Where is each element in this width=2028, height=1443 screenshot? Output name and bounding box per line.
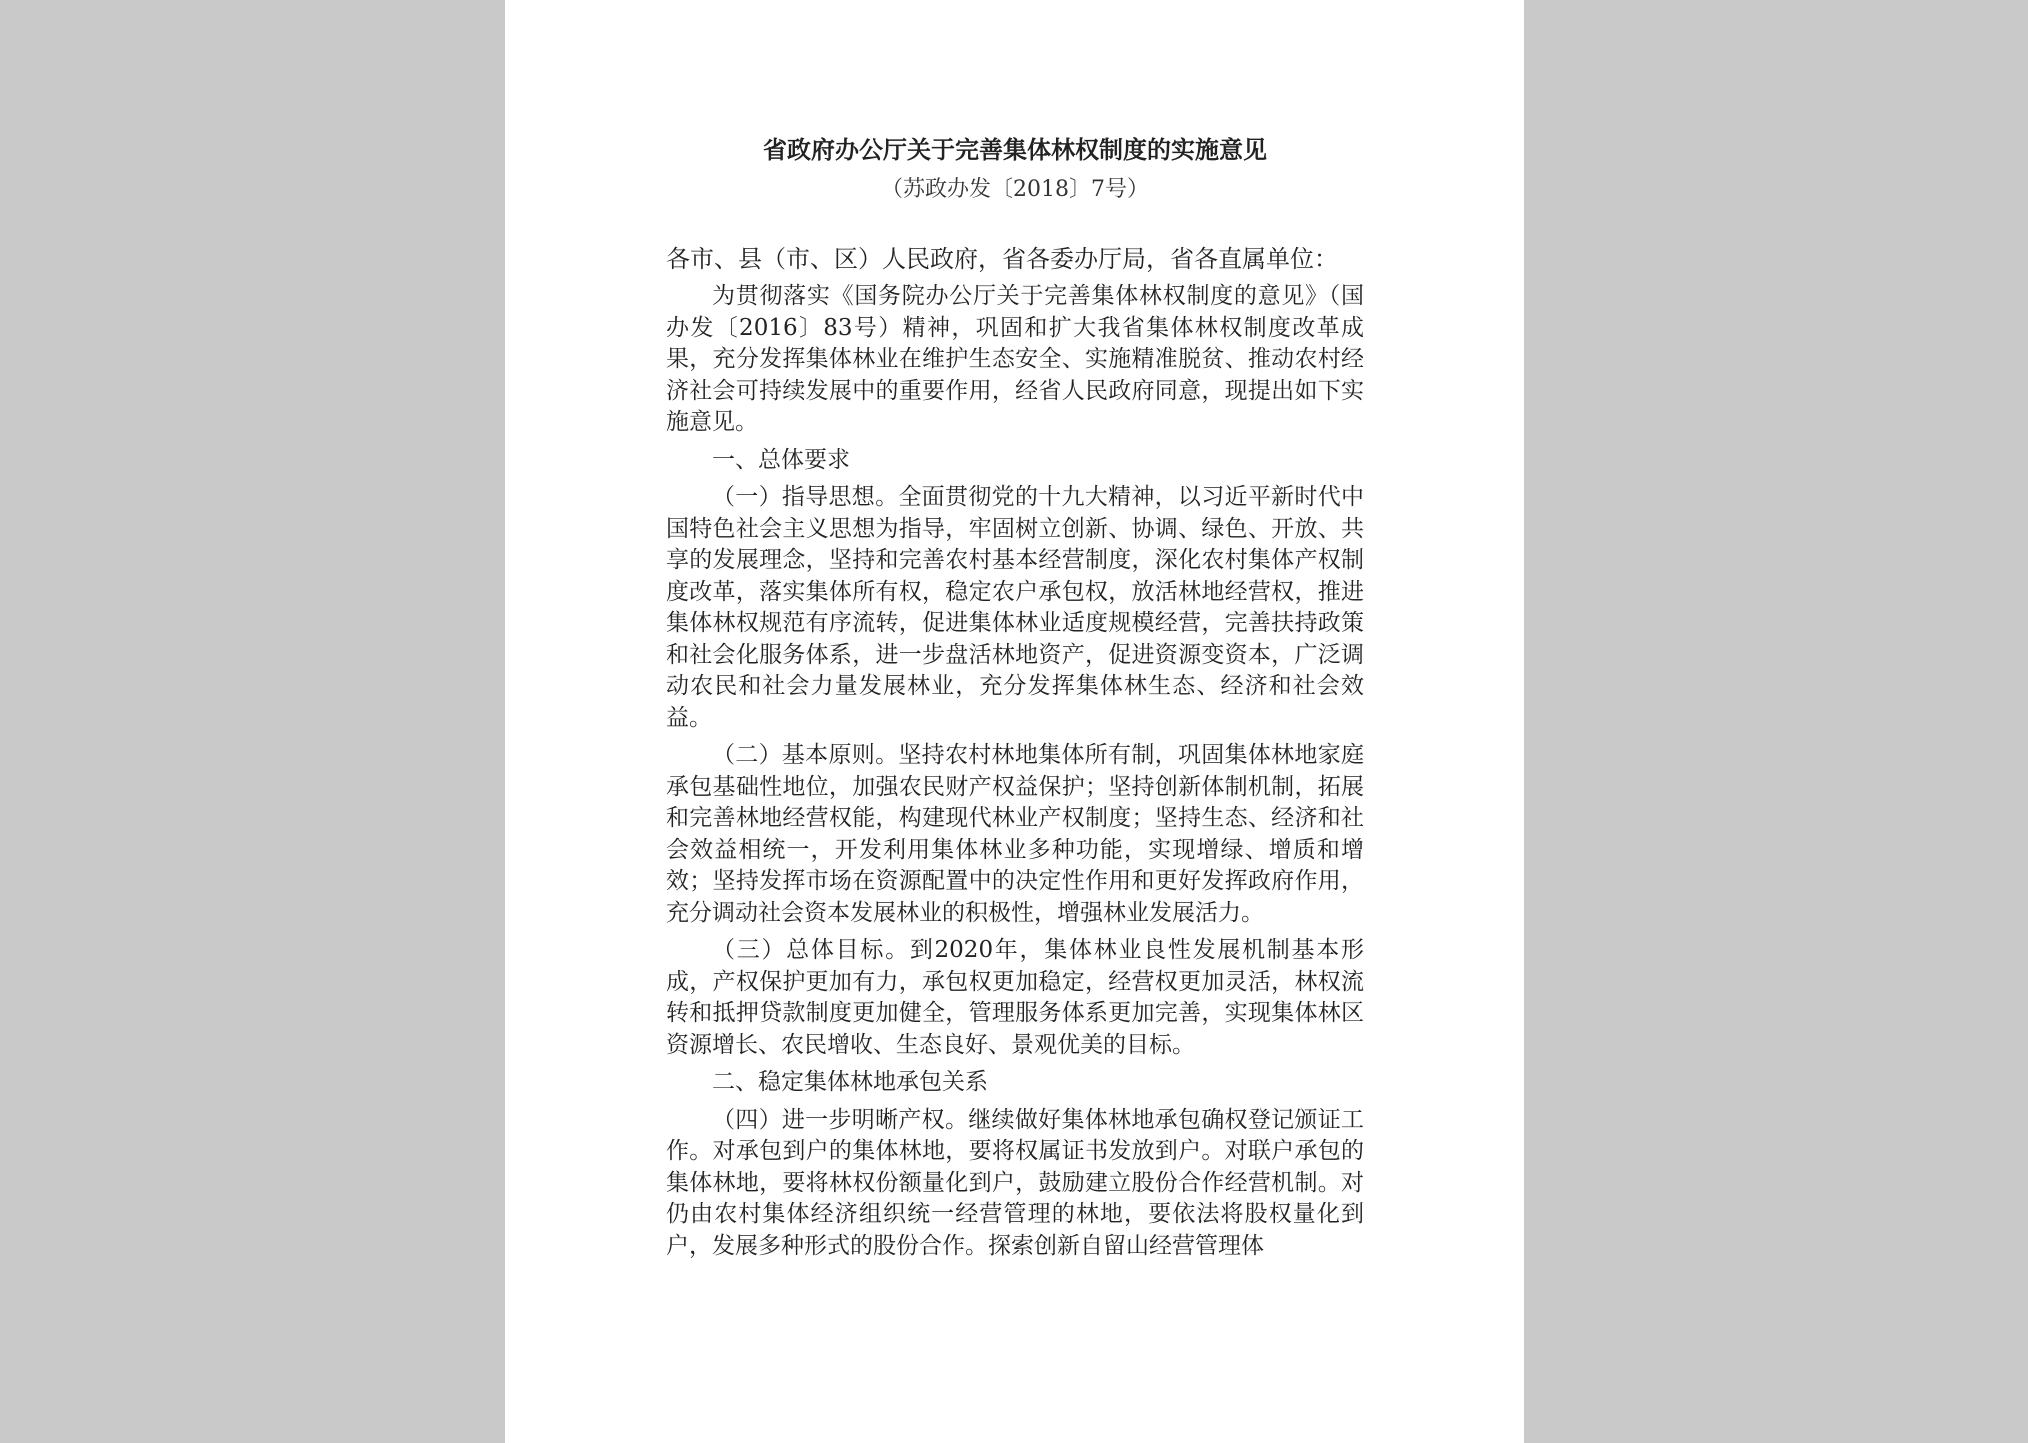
document-page (505, 0, 1524, 1443)
paragraph-item-3: （三）总体目标。到2020年，集体林业良性发展机制基本形成，产权保护更加有力，承包权更加稳定，经营权更加灵活，林权流转和抵押贷款制度更加健全，管理服务体系更加完善，实现集体林区资源增长、农民增收、生态良好、景观优美的目标。 (666, 937, 1364, 1058)
paragraph-item-2: （二）基本原则。坚持农村林地集体所有制，巩固集体林地家庭承包基础性地位，加强农民财产权益保护；坚持创新体制机制，拓展和完善林地经营权能，构建现代林业产权制度；坚持生态、经济和社会效益相统一，开发利用集体林业多种功能，实现增绿、增质和增效；坚持发挥市场在资源配置中的决定性作用和更好发挥政府作用，充分调动社会资本发展林业的积极性，增强林业发展活力。 (666, 742, 1364, 926)
salutation: 各市、县（市、区）人民政府，省各委办厅局，省各直属单位： (666, 245, 1338, 273)
section-heading-2: 二、稳定集体林地承包关系 (712, 1069, 988, 1095)
intro-paragraph: 为贯彻落实《国务院办公厅关于完善集体林权制度的意见》（国办发〔2016〕83号）精神，巩固和扩大我省集体林权制度改革成果，充分发挥集体林业在维护生态安全、实施精准脱贫、推动农村经济社会可持续发展中的重要作用，经省人民政府同意，现提出如下实施意见。 (666, 283, 1364, 435)
paragraph-item-1: （一）指导思想。全面贯彻党的十九大精神，以习近平新时代中国特色社会主义思想为指导，牢固树立创新、协调、绿色、开放、共享的发展理念，坚持和完善农村基本经营制度，深化农村集体产权制度改革，落实集体所有权，稳定农户承包权，放活林地经营权，推进集体林权规范有序流转，促进集体林业适度规模经营，完善扶持政策和社会化服务体系，进一步盘活林地资产，促进资源变资本，广泛调动农民和社会力量发展林业，充分发挥集体林生态、经济和社会效益。 (666, 484, 1364, 731)
document-body (666, 134, 1364, 1262)
section-heading-1: 一、总体要求 (712, 446, 850, 473)
document-number: （苏政办发〔2018〕7号） (881, 177, 1149, 202)
document-title: 省政府办公厅关于完善集体林权制度的实施意见 (763, 135, 1267, 164)
paragraph-item-4: （四）进一步明晰产权。继续做好集体林地承包确权登记颁证工作。对承包到户的集体林地，要将权属证书发放到户。对联户承包的集体林地，要将林权份额量化到户，鼓励建立股份合作经营机制。对仍由农村集体经济组织统一经营管理的林地，要依法将股权量化到户，发展多种形式的股份合作。探索创新自留山经营管理体 (666, 1106, 1364, 1259)
